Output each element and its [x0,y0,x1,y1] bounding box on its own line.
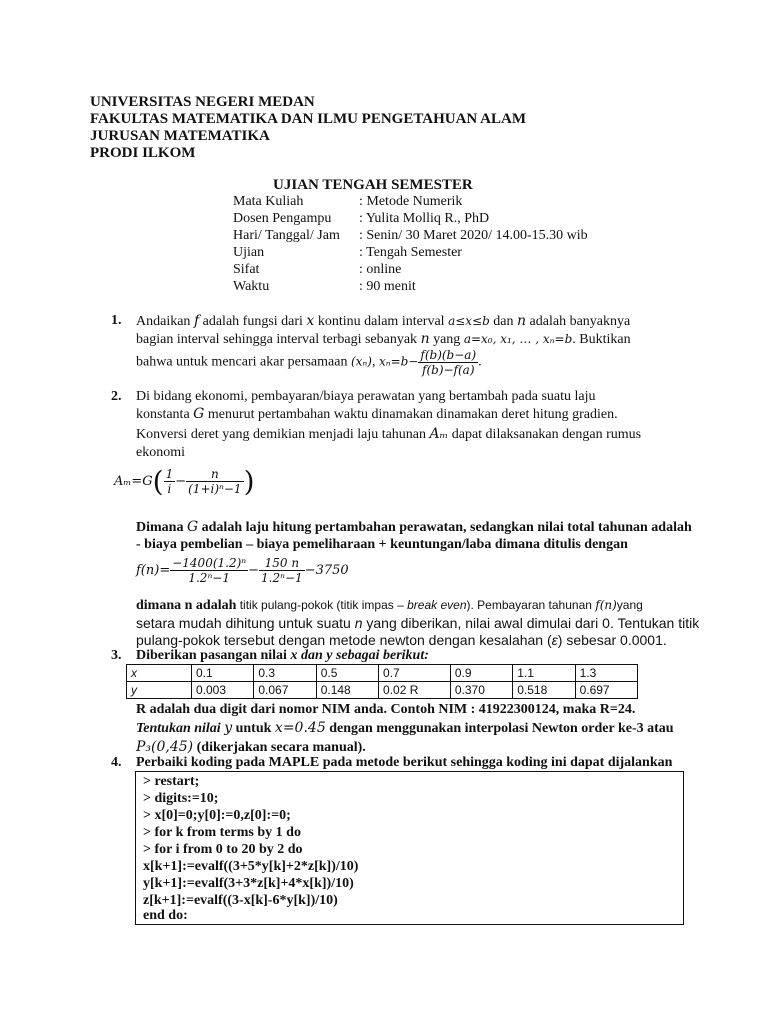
math-lhs: xₙ=b− [378,354,419,369]
code-line: > digits:=10; [143,791,219,806]
text: . Buktikan [572,332,631,347]
math-x: x [306,313,315,329]
math-n: n [420,331,430,347]
question-2-number: 2. [111,389,122,404]
text: Dimana [136,520,187,535]
info-label: Dosen Pengampu [233,211,332,226]
operator: − [248,563,260,578]
faculty-name: FAKULTAS MATEMATIKA DAN ILMU PENGETAHUAN ALAM [90,111,526,127]
table-cell: 0.5 [316,665,378,682]
math-x: x=0.45 [274,720,326,736]
text: kontinu dalam interval [314,314,449,329]
question-2-line-3 [136,426,641,443]
question-2-line-4: ekonomi [136,445,185,460]
fraction [170,556,248,585]
text: Diberikan pasangan nilai [136,648,291,663]
text-italic: break even [407,598,467,612]
fraction-numerator: n [210,467,219,481]
code-line: > restart; [143,774,200,789]
math-f: f [193,313,200,329]
formula-tail: −3750 [304,563,349,578]
text: (dikerjakan secara manual). [193,740,366,755]
info-value: : Senin/ 30 Maret 2020/ 14.00-15.30 wib [359,228,588,243]
fraction-numerator: f(b)(b−a) [420,348,477,362]
fraction-denominator: (1+i)ⁿ−1 [188,482,242,496]
code-line: z[k+1]:=evalf((3-x[k]-6*y[k])/10) [143,893,338,908]
question-2-line-7 [136,598,643,614]
text-italic: Tentukan nilai [136,721,225,736]
fraction [164,467,176,496]
text: konstanta [136,407,194,422]
question-3-intro [136,648,429,664]
question-1-line-1 [136,313,630,330]
fraction [186,467,243,496]
code-line: x[k+1]:=evalf((3+5*y[k]+2*z[k])/10) [143,859,359,874]
text: adalah fungsi dari [199,314,307,329]
table-cell: 1.3 [575,665,637,682]
code-line: y[k+1]:=evalf(3+3*z[k]+4*x[k])/10) [143,876,354,891]
formula-lhs: Aₘ=G [114,474,153,489]
text-italic: x dan y sebagai berikut: [290,648,429,663]
fraction-numerator: 1 [165,467,174,481]
info-value: : Metode Numerik [359,194,463,209]
table-cell: 1.1 [513,665,575,682]
question-2-line-1: Di bidang ekonomi, pembayaran/biaya perawatan yang bertambah pada suatu laju [136,389,596,404]
table-cell: 0.003 [192,682,254,699]
info-label: Mata Kuliah [233,194,304,209]
table-cell: 0.697 [575,682,637,699]
code-line: end do: [143,908,188,923]
left-paren-icon: ( [152,465,164,498]
math-polynomial: P₃(0,45) [136,739,194,755]
question-2-line-9 [136,632,667,648]
math-n: n [354,615,363,631]
breakeven-formula [136,556,349,585]
table-cell: 0.067 [254,682,316,699]
text: yang diberikan, nilai awal dimulai dari 0. Tentukan titik [362,615,700,631]
formula-lhs: f(n)= [136,563,171,578]
table-header-cell: x [127,665,192,682]
math-sequence: a=x₀, x₁, … , xₙ=b [463,332,573,346]
info-label: Ujian [233,245,265,260]
table-cell: 0.148 [316,682,378,699]
text: bahwa untuk mencari akar persamaan [136,354,351,370]
table-cell: 0.1 [192,665,254,682]
math-G: G [193,406,205,422]
text: ). Pembayaran tahunan [466,598,596,612]
code-line: > for k from terms by 1 do [143,825,301,840]
table-cell: 0.7 [379,665,451,682]
fraction-numerator: 150 n [264,556,300,570]
fraction-denominator: 1.2ⁿ−1 [261,571,303,585]
table-row [127,665,638,682]
text: . [478,354,482,370]
table-cell: 0.370 [450,682,512,699]
table-cell: 0.3 [254,665,316,682]
math-epsilon: ε [551,632,558,648]
annuity-formula [114,465,255,498]
math-interval: a≤x≤b [448,314,490,328]
fraction [418,348,478,377]
department-name: JURUSAN MATEMATIKA [90,128,270,144]
code-line: > for i from 0 to 20 by 2 do [143,842,303,857]
question-4-number: 4. [111,755,122,770]
university-name: UNIVERSITAS NEGERI MEDAN [90,94,315,110]
code-box [135,771,684,925]
text: yang [616,598,643,612]
info-label: Waktu [233,279,270,294]
question-1-line-3 [136,348,482,377]
question-3-line-3 [136,739,366,756]
fraction-numerator: −1400(1.2)ⁿ [172,556,247,570]
math-n: n [517,313,527,329]
text-bold: dimana n adalah [136,598,237,613]
info-value: : Yulita Molliq R., PhD [359,211,490,226]
text: adalah banyaknya [526,314,631,329]
text: dan [489,314,518,329]
math-xn: (xₙ) [350,354,372,369]
question-1-line-2 [136,331,631,348]
fraction-denominator: 1.2ⁿ−1 [170,570,248,585]
text: Andaikan [136,314,194,329]
table-row [127,682,638,699]
fraction-denominator: f(b)−f(a) [418,362,478,377]
math-G: G [186,519,199,535]
question-2-line-5 [136,519,692,536]
text: dapat dilaksanakan dengan rumus [448,427,642,442]
fraction [259,556,305,585]
text: dengan menggunakan interpolasi Newton order ke-3 atau [325,721,674,736]
math-fn: f(n) [595,598,617,612]
text: , [371,354,379,370]
table-cell: 0.9 [450,665,512,682]
text: ) sebesar 0.0001. [557,632,667,648]
text: titik pulang-pokok (titik impas – [236,598,408,612]
text: bagian interval sehingga interval terbagi sebanyak [136,332,421,347]
info-label: Sifat [233,262,260,277]
text: menurut pertambahan waktu dinamakan dinamakan deret hitung gradien. [204,407,618,422]
question-4-intro: Perbaiki koding pada MAPLE pada metode berikut sehingga koding ini dapat dijalankan [136,755,673,770]
question-1-number: 1. [111,313,122,328]
operator: − [175,474,187,489]
right-paren-icon: ) [243,465,255,498]
question-3-number: 3. [111,648,122,663]
text: untuk [232,721,275,736]
fraction-denominator: i [164,481,176,496]
text: setara mudah dihitung untuk suatu [136,615,355,631]
info-value: : Tengah Semester [359,245,462,260]
question-3-line-1: R adalah dua digit dari nomor NIM anda. Contoh NIM : 41922300124, maka R=24. [136,702,636,717]
text: Konversi deret yang demikian menjadi laju tahunan [136,427,430,442]
question-2-line-8 [136,615,699,631]
code-line: > x[0]=0;y[0]:=0,z[0]:=0; [143,808,291,823]
table-header-cell: y [127,682,192,699]
program-name: PRODI ILKOM [90,145,196,161]
text: adalah laju hitung pertambahan perawatan, sedangkan nilai total tahunan adalah [198,520,692,535]
table-cell: 0.02 R [379,682,451,699]
text: pulang-pokok tersebut dengan metode newton dengan kesalahan ( [136,632,552,648]
text: yang [429,332,464,347]
question-2-line-2 [136,406,618,423]
info-value: : 90 menit [359,279,416,294]
data-table [126,664,638,699]
info-label: Hari/ Tanggal/ Jam [233,228,340,243]
question-2-line-6: - biaya pembelian – biaya pemeliharaan + keuntungan/laba dimana ditulis dengan [136,537,628,552]
math-Am: Aₘ [429,426,449,442]
question-3-line-2 [136,720,674,737]
math-y: y [224,720,233,736]
info-value: : online [359,262,402,277]
table-cell: 0.518 [513,682,575,699]
exam-title: UJIAN TENGAH SEMESTER [273,177,473,193]
